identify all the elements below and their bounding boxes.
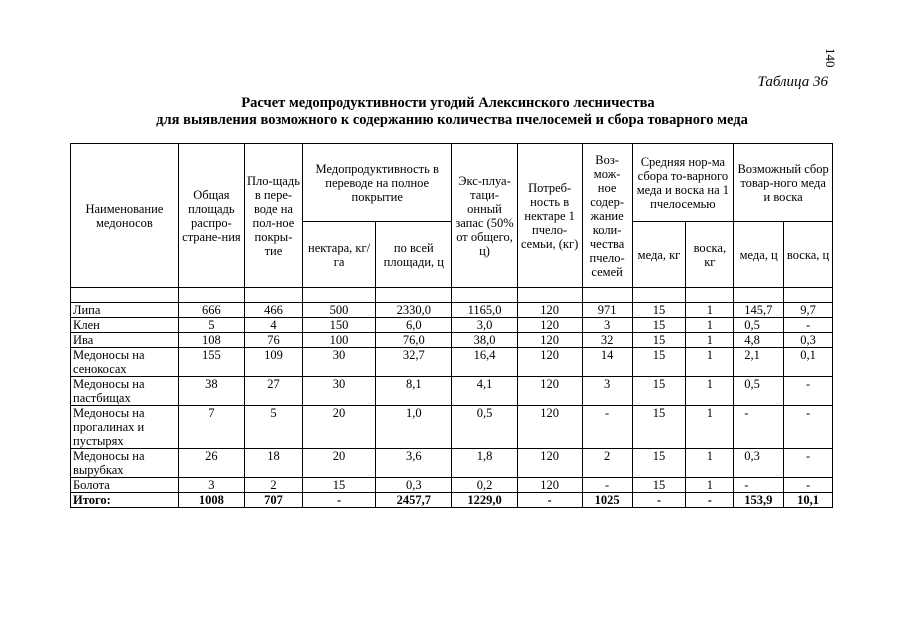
row-name-cell: Липа — [71, 303, 179, 318]
value-cell: 666 — [178, 303, 244, 318]
value-cell: 1008 — [178, 493, 244, 508]
value-cell: 0,5 — [734, 318, 784, 333]
value-cell: 4,1 — [452, 377, 517, 406]
value-cell: - — [686, 493, 734, 508]
value-cell: 2330,0 — [376, 303, 452, 318]
value-cell: 145,7 — [734, 303, 784, 318]
value-cell: - — [582, 406, 632, 449]
header-possible: Возможный сбор товар-ного меда и воска — [734, 144, 833, 222]
value-cell: 4 — [244, 318, 302, 333]
row-name-cell: Итого: — [71, 493, 179, 508]
header-reserve: Экс-плуа-таци-онный запас (50% от общего, ц) — [452, 144, 517, 288]
total-row — [71, 493, 833, 508]
value-cell: - — [632, 493, 686, 508]
header-possible-honey: меда, ц — [734, 222, 784, 288]
table-row — [71, 478, 833, 493]
value-cell: 7 — [178, 406, 244, 449]
value-cell: 14 — [582, 348, 632, 377]
value-cell: 0,1 — [784, 348, 833, 377]
page-number: 140 — [823, 48, 838, 68]
value-cell: 38,0 — [452, 333, 517, 348]
value-cell: 0,5 — [734, 377, 784, 406]
value-cell: 1,0 — [376, 406, 452, 449]
value-cell: 32 — [582, 333, 632, 348]
value-cell: 15 — [632, 303, 686, 318]
header-productivity: Медопродуктивность в переводе на полное покрытие — [302, 144, 452, 222]
value-cell: 2457,7 — [376, 493, 452, 508]
value-cell: 0,3 — [784, 333, 833, 348]
row-name-cell: Медоносы на сенокосах — [71, 348, 179, 377]
value-cell: 120 — [517, 478, 582, 493]
table-title-line1: Расчет медопродуктивности угодий Алексинского лесничества — [241, 95, 655, 111]
value-cell: - — [784, 406, 833, 449]
table-row — [71, 318, 833, 333]
value-cell: 1 — [686, 478, 734, 493]
value-cell: - — [784, 377, 833, 406]
value-cell: 109 — [244, 348, 302, 377]
value-cell: 15 — [632, 478, 686, 493]
value-cell: 1 — [686, 406, 734, 449]
value-cell: 1165,0 — [452, 303, 517, 318]
table-row — [71, 303, 833, 318]
value-cell: 6,0 — [376, 318, 452, 333]
value-cell: 9,7 — [784, 303, 833, 318]
value-cell: - — [734, 478, 784, 493]
value-cell: 5 — [178, 318, 244, 333]
value-cell: 1 — [686, 303, 734, 318]
value-cell: 707 — [244, 493, 302, 508]
value-cell: 1 — [686, 318, 734, 333]
header-norm-wax: воска, кг — [686, 222, 734, 288]
row-name-cell: Медоносы на вырубках — [71, 449, 179, 478]
spacer-row — [71, 288, 833, 303]
value-cell: 466 — [244, 303, 302, 318]
value-cell: 1025 — [582, 493, 632, 508]
value-cell: 2 — [582, 449, 632, 478]
value-cell: 15 — [632, 318, 686, 333]
header-total-area: по всей площади, ц — [376, 222, 452, 288]
value-cell: 26 — [178, 449, 244, 478]
value-cell: 3,6 — [376, 449, 452, 478]
value-cell: 1 — [686, 377, 734, 406]
value-cell: 108 — [178, 333, 244, 348]
value-cell: - — [517, 493, 582, 508]
value-cell: 15 — [632, 348, 686, 377]
value-cell: - — [302, 493, 375, 508]
row-name-cell: Медоносы на прогалинах и пустырях — [71, 406, 179, 449]
table-row — [71, 449, 833, 478]
value-cell: 3 — [582, 377, 632, 406]
value-cell: 500 — [302, 303, 375, 318]
header-nectar: нектара, кг/га — [302, 222, 375, 288]
value-cell: 153,9 — [734, 493, 784, 508]
value-cell: 15 — [632, 377, 686, 406]
table-row — [71, 406, 833, 449]
row-name-cell: Медоносы на пастбищах — [71, 377, 179, 406]
value-cell: 27 — [244, 377, 302, 406]
value-cell: 16,4 — [452, 348, 517, 377]
header-area: Общая площадь распро-стране-ния — [178, 144, 244, 288]
table-body — [71, 288, 833, 508]
honey-productivity-table — [70, 143, 833, 508]
value-cell: 38 — [178, 377, 244, 406]
value-cell: 8,1 — [376, 377, 452, 406]
value-cell: - — [582, 478, 632, 493]
table-row — [71, 333, 833, 348]
value-cell: 4,8 — [734, 333, 784, 348]
table-row — [71, 377, 833, 406]
value-cell: 15 — [632, 406, 686, 449]
value-cell: 1 — [686, 449, 734, 478]
value-cell: 30 — [302, 348, 375, 377]
value-cell: 0,5 — [452, 406, 517, 449]
header-possible-wax: воска, ц — [784, 222, 833, 288]
header-recalc-area: Пло-щадь в пере-воде на пол-ное покры-тие — [244, 144, 302, 288]
header-nectar-need: Потреб-ность в нектаре 1 пчело-семьи, (кг) — [517, 144, 582, 288]
value-cell: 10,1 — [784, 493, 833, 508]
value-cell: 1 — [686, 333, 734, 348]
table-header — [71, 144, 833, 288]
value-cell: 5 — [244, 406, 302, 449]
value-cell: 0,2 — [452, 478, 517, 493]
value-cell: 20 — [302, 406, 375, 449]
value-cell: 120 — [517, 348, 582, 377]
value-cell: 2 — [244, 478, 302, 493]
value-cell: 1229,0 — [452, 493, 517, 508]
value-cell: 0,3 — [734, 449, 784, 478]
table-row — [71, 348, 833, 377]
value-cell: 32,7 — [376, 348, 452, 377]
value-cell: - — [784, 478, 833, 493]
value-cell: 3,0 — [452, 318, 517, 333]
value-cell: 2,1 — [734, 348, 784, 377]
value-cell: 3 — [178, 478, 244, 493]
value-cell: 971 — [582, 303, 632, 318]
header-colonies: Воз-мож-ное содер-жание коли-чества пчело-семей — [582, 144, 632, 288]
header-norm-honey: меда, кг — [632, 222, 686, 288]
value-cell: 76 — [244, 333, 302, 348]
row-name-cell: Болота — [71, 478, 179, 493]
row-name-cell: Клен — [71, 318, 179, 333]
value-cell: 15 — [632, 333, 686, 348]
value-cell: 120 — [517, 449, 582, 478]
value-cell: 1 — [686, 348, 734, 377]
value-cell: 3 — [582, 318, 632, 333]
value-cell: 120 — [517, 318, 582, 333]
value-cell: - — [784, 449, 833, 478]
value-cell: 120 — [517, 406, 582, 449]
value-cell: 15 — [632, 449, 686, 478]
value-cell: 0,3 — [376, 478, 452, 493]
value-cell: 1,8 — [452, 449, 517, 478]
value-cell: 120 — [517, 377, 582, 406]
header-name: Наименование медоносов — [71, 144, 179, 288]
header-norm: Средняя нор-ма сбора то-варного меда и воска на 1 пчелосемью — [632, 144, 734, 222]
value-cell: 18 — [244, 449, 302, 478]
value-cell: 150 — [302, 318, 375, 333]
value-cell: 15 — [302, 478, 375, 493]
value-cell: 76,0 — [376, 333, 452, 348]
value-cell: 30 — [302, 377, 375, 406]
value-cell: 120 — [517, 303, 582, 318]
value-cell: 20 — [302, 449, 375, 478]
value-cell: - — [734, 406, 784, 449]
value-cell: 100 — [302, 333, 375, 348]
row-name-cell: Ива — [71, 333, 179, 348]
table-title-line2: для выявления возможного к содержанию количества пчелосемей и сбора товарного меда — [156, 112, 748, 128]
value-cell: 120 — [517, 333, 582, 348]
value-cell: - — [784, 318, 833, 333]
table-number: Таблица 36 — [757, 74, 828, 90]
value-cell: 155 — [178, 348, 244, 377]
